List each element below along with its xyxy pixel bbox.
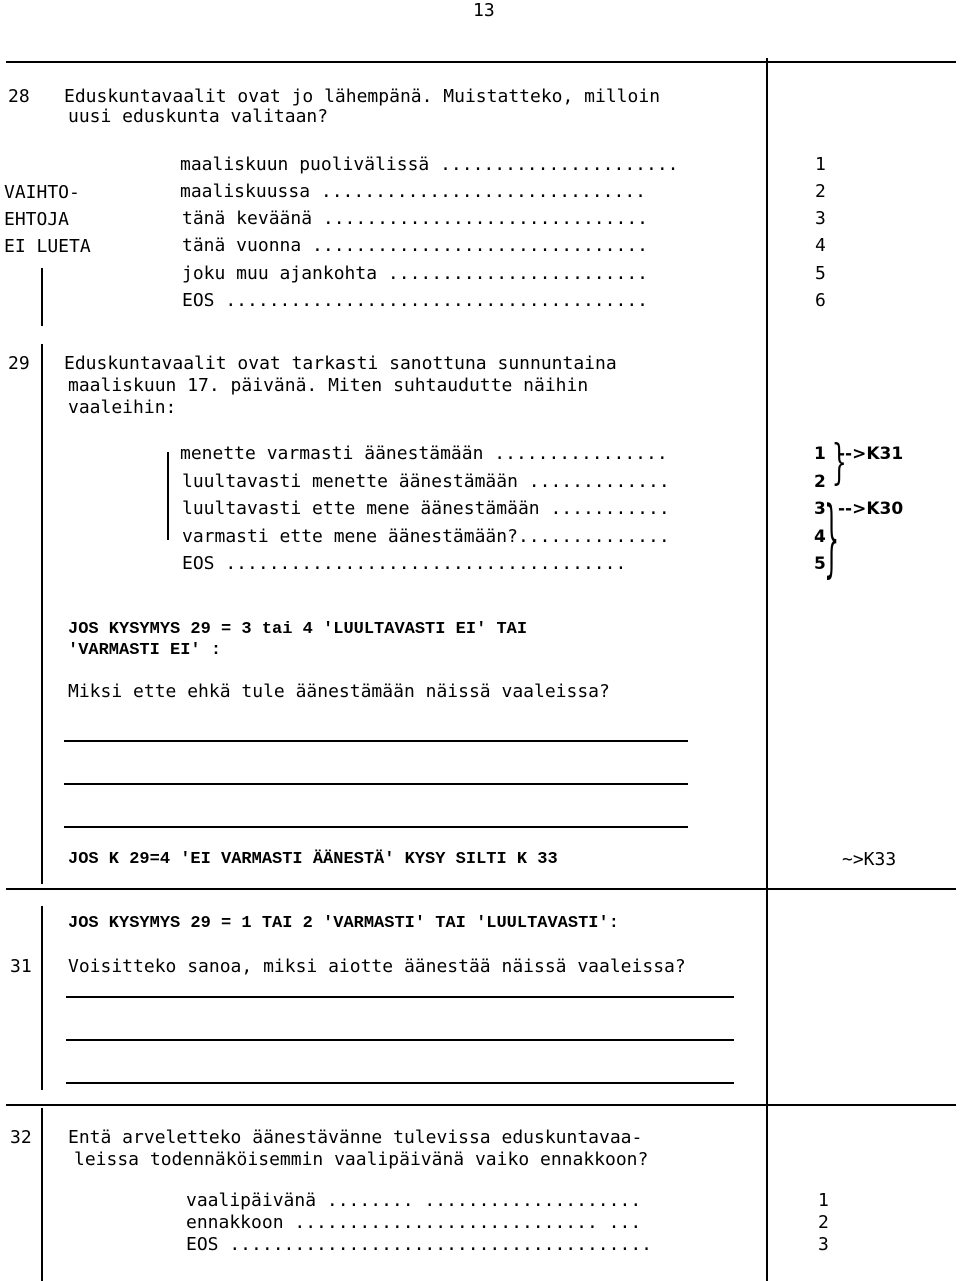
q31-answer-line-1 bbox=[66, 996, 734, 998]
code-column-divider bbox=[766, 58, 768, 1281]
q32-option-3: EOS ....................................... bbox=[186, 1234, 652, 1255]
question-column-divider-q32 bbox=[41, 1108, 43, 1281]
section-divider-q32 bbox=[6, 1104, 956, 1106]
question-column-divider-q29 bbox=[41, 344, 43, 884]
q29-code-4: 4 bbox=[814, 527, 826, 547]
q29-option-2: luultavasti menette äänestämään ............. bbox=[182, 471, 670, 492]
q28-code-3: 3 bbox=[815, 208, 826, 229]
q32-option-1: vaalipäivänä ........ .................... bbox=[186, 1190, 642, 1211]
q28-side-note-2: EHTOJA bbox=[4, 209, 70, 230]
q32-question-line-1: Entä arveletteko äänestävänne tulevissa eduskuntavaa- bbox=[68, 1127, 643, 1148]
q29-skip-k31: -->K31 bbox=[838, 444, 904, 464]
q28-code-2: 2 bbox=[815, 181, 826, 202]
q28-question-line-1: Eduskuntavaalit ovat jo lähempänä. Muistatteko, milloin bbox=[64, 86, 661, 107]
q29-code-5: 5 bbox=[814, 554, 826, 574]
q30-answer-line-2 bbox=[64, 783, 688, 785]
q30-skip-k33: ~>K33 bbox=[842, 849, 897, 870]
q30-answer-line-3 bbox=[64, 826, 688, 828]
q30-filter-line-1: JOS KYSYMYS 29 = 3 tai 4 'LUULTAVASTI EI' TAI bbox=[68, 620, 528, 639]
q29-code-3: 3 bbox=[814, 499, 826, 519]
q28-code-4: 4 bbox=[815, 235, 826, 256]
q31-number: 31 bbox=[10, 956, 32, 977]
q28-code-1: 1 bbox=[815, 154, 826, 175]
q29-question-line-3: vaaleihin: bbox=[68, 397, 177, 418]
top-border-line bbox=[6, 61, 956, 63]
q31-filter: JOS KYSYMYS 29 = 1 TAI 2 'VARMASTI' TAI 'LUULTAVASTI': bbox=[68, 914, 619, 933]
q28-option-5: joku muu ajankohta ........................ bbox=[182, 263, 648, 284]
q28-option-6: EOS ....................................... bbox=[182, 290, 648, 311]
q29-option-bracket bbox=[167, 452, 169, 540]
q32-code-2: 2 bbox=[818, 1212, 829, 1233]
q28-code-6: 6 bbox=[815, 290, 826, 311]
q31-answer-line-3 bbox=[66, 1082, 734, 1084]
question-column-divider-q31 bbox=[41, 906, 43, 1090]
q29-brace-upper: } bbox=[831, 434, 847, 490]
q29-option-5: EOS ..................................... bbox=[182, 553, 627, 574]
section-divider-q31 bbox=[6, 888, 956, 890]
q32-code-1: 1 bbox=[818, 1190, 829, 1211]
q30-question: Miksi ette ehkä tule äänestämään näissä vaaleissa? bbox=[68, 681, 610, 702]
q29-brace-lower: } bbox=[824, 489, 840, 587]
q31-answer-line-2 bbox=[66, 1039, 734, 1041]
q32-option-2: ennakkoon ............................ ... bbox=[186, 1212, 642, 1233]
q32-question-line-2: leissa todennäköisemmin vaalipäivänä vaiko ennakkoon? bbox=[74, 1149, 649, 1170]
q28-code-5: 5 bbox=[815, 263, 826, 284]
q29-code-2: 2 bbox=[814, 472, 826, 492]
q29-skip-k30: -->K30 bbox=[838, 499, 904, 519]
q31-question: Voisitteko sanoa, miksi aiotte äänestää näissä vaaleissa? bbox=[68, 956, 686, 977]
q29-question-line-1: Eduskuntavaalit ovat tarkasti sanottuna sunnuntaina bbox=[64, 353, 617, 374]
q29-option-1: menette varmasti äänestämään ................ bbox=[180, 443, 668, 464]
q30-filter-line-2: 'VARMASTI EI' : bbox=[68, 641, 222, 660]
q29-option-4: varmasti ette mene äänestämään?.............. bbox=[182, 526, 670, 547]
q29-number: 29 bbox=[8, 353, 30, 374]
q28-option-4: tänä vuonna ............................... bbox=[182, 235, 648, 256]
q32-number: 32 bbox=[10, 1127, 32, 1148]
q29-question-line-2: maaliskuun 17. päivänä. Miten suhtaudutte näihin bbox=[68, 375, 589, 396]
q28-option-2: maaliskuussa .............................. bbox=[180, 181, 646, 202]
q28-option-3: tänä keväänä .............................. bbox=[182, 208, 648, 229]
q28-side-note-1: VAIHTO- bbox=[4, 182, 80, 203]
q30-answer-line-1 bbox=[64, 740, 688, 742]
q32-code-3: 3 bbox=[818, 1234, 829, 1255]
q29-code-1: 1 bbox=[814, 444, 826, 464]
q28-question-line-2: uusi eduskunta valitaan? bbox=[68, 106, 329, 127]
q28-number: 28 bbox=[8, 86, 30, 107]
q30-note: JOS K 29=4 'EI VARMASTI ÄÄNESTÄ' KYSY SILTI K 33 bbox=[68, 850, 558, 869]
q29-option-3: luultavasti ette mene äänestämään ........... bbox=[182, 498, 670, 519]
q28-side-note-3: EI LUETA bbox=[4, 236, 91, 257]
page-number: 13 bbox=[473, 0, 495, 21]
question-column-divider-q28 bbox=[41, 268, 43, 326]
q28-option-1: maaliskuun puolivälissä ...................... bbox=[180, 154, 679, 175]
